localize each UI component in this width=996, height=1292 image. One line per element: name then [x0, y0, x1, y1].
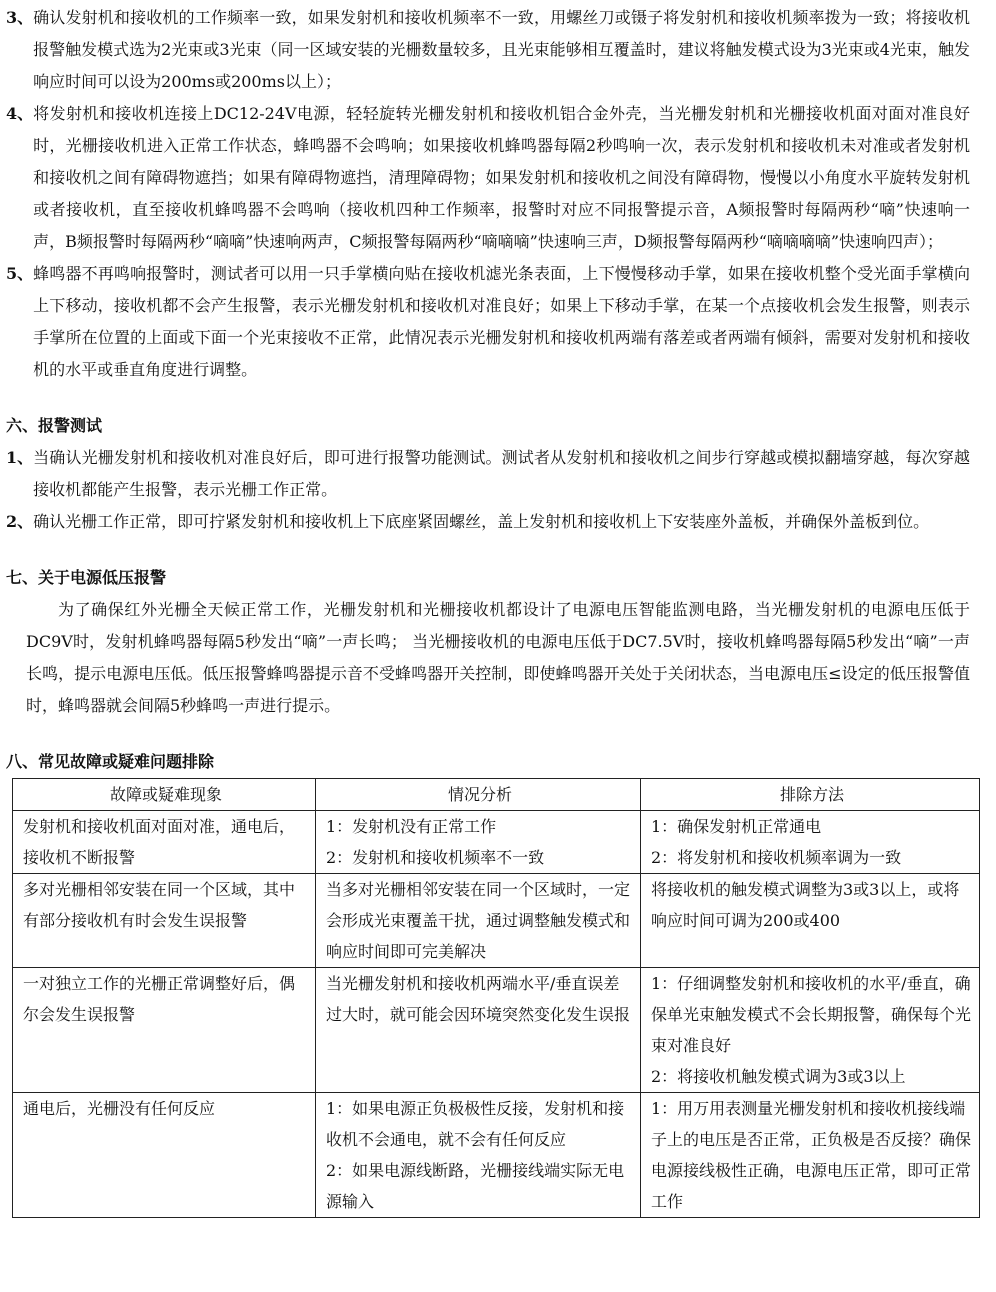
- step-number: 3、: [6, 8, 34, 27]
- section-6-item-2: [6, 506, 970, 538]
- table-row: [13, 1093, 980, 1218]
- analysis-cell: [316, 1093, 641, 1218]
- solution-line: 将接收机的触发模式调整为3或3以上，或将响应时间可调为200或400: [651, 880, 960, 930]
- step-number: 5、: [6, 264, 34, 283]
- symptom-cell: 发射机和接收机面对面对准，通电后，接收机不断报警: [13, 811, 316, 874]
- solution-cell: [641, 1093, 980, 1218]
- analysis-cell: [316, 874, 641, 968]
- analysis-line: 当光栅发射机和接收机两端水平/垂直误差过大时，就可能会因环境突然变化发生误报: [326, 974, 631, 1024]
- solution-line: 1：仔细调整发射机和接收机的水平/垂直，确保单光束触发模式不会长期报警，确保每个光束对准良好: [651, 974, 972, 1055]
- table-row: [13, 968, 980, 1093]
- step-3: [6, 2, 970, 98]
- analysis-line: 1：发射机没有正常工作: [326, 817, 497, 836]
- column-header: 排除方法: [641, 779, 980, 811]
- section-7-title: 七、关于电源低压报警: [6, 568, 167, 587]
- section-7-paragraph: 为了确保红外光栅全天候正常工作，光栅发射机和光栅接收机都设计了电源电压智能监测电路，当光栅发射机的电源电压低于DC9V时，发射机蜂鸣器每隔5秒发出“嘀”一声长鸣； 当光栅接收机的电源电压低于DC7.5V时，接收机蜂鸣器每隔5秒发出“嘀”一声长鸣，提示电源电压低。低压报警蜂鸣器提示音不受蜂鸣器开关控制，即使蜂鸣器开关处于关闭状态，当电源电压≤设定的低压报警值时，蜂鸣器就会间隔5秒蜂鸣一声进行提示。: [26, 600, 970, 715]
- analysis-line: 1：如果电源正负极极性反接，发射机和接收机不会通电，就不会有任何反应: [326, 1099, 625, 1149]
- analysis-line: 2：发射机和接收机频率不一致: [326, 848, 545, 867]
- analysis-cell: [316, 968, 641, 1093]
- section-6-item-1: [6, 442, 970, 506]
- section-8-title: 八、常见故障或疑难问题排除: [6, 752, 215, 771]
- item-text: 当确认光栅发射机和接收机对准良好后，即可进行报警功能测试。测试者从发射机和接收机之间步行穿越或模拟翻墙穿越，每次穿越接收机都能产生报警，表示光栅工作正常。: [33, 448, 970, 499]
- item-number: 1、: [6, 448, 34, 467]
- solution-line: 1：用万用表测量光栅发射机和接收机接线端子上的电压是否正常，正负极是否反接？确保电源接线极性正确，电源电压正常，即可正常工作: [651, 1099, 972, 1211]
- solution-line: 1：确保发射机正常通电: [651, 817, 822, 836]
- column-header: 故障或疑难现象: [13, 779, 316, 811]
- solution-cell: [641, 968, 980, 1093]
- section-6-title: 六、报警测试: [6, 416, 103, 435]
- symptom-cell: 多对光栅相邻安装在同一个区域，其中有部分接收机有时会发生误报警: [13, 874, 316, 968]
- solution-line: 2：将发射机和接收机频率调为一致: [651, 848, 902, 867]
- table-row: [13, 874, 980, 968]
- step-number: 4、: [6, 104, 34, 123]
- analysis-cell: [316, 811, 641, 874]
- step-text: 蜂鸣器不再鸣响报警时，测试者可以用一只手掌横向贴在接收机滤光条表面，上下慢慢移动手掌，如果在接收机整个受光面手掌横向上下移动，接收机都不会产生报警，表示光栅发射机和接收机对准良好；如果上下移动手掌，在某一个点接收机会发生报警，则表示手掌所在位置的上面或下面一个光束接收不正常，此情况表示光栅发射机和接收机两端有落差或者两端有倾斜，需要对发射机和接收机的水平或垂直角度进行调整。: [33, 264, 970, 379]
- symptom-cell: 通电后，光栅没有任何反应: [13, 1093, 316, 1218]
- troubleshooting-table: [12, 778, 980, 1218]
- step-5: [6, 258, 970, 386]
- table-row: [13, 811, 980, 874]
- analysis-line: 2：如果电源线断路，光栅接线端实际无电源输入: [326, 1161, 625, 1211]
- column-header: 情况分析: [316, 779, 641, 811]
- solution-line: 2：将接收机触发模式调为3或3以上: [651, 1067, 906, 1086]
- step-4: [6, 98, 970, 258]
- table-header-row: [13, 779, 980, 811]
- solution-cell: [641, 874, 980, 968]
- step-text: 确认发射机和接收机的工作频率一致，如果发射机和接收机频率不一致，用螺丝刀或镊子将发射机和接收机频率拨为一致；将接收机报警触发模式选为2光束或3光束（同一区域安装的光栅数量较多，且光束能够相互覆盖时，建议将触发模式设为3光束或4光束，触发响应时间可以设为200ms或200ms以上）；: [33, 8, 970, 91]
- analysis-line: 当多对光栅相邻安装在同一个区域时，一定会形成光束覆盖干扰，通过调整触发模式和响应时间即可完美解决: [326, 880, 631, 961]
- item-text: 确认光栅工作正常，即可拧紧发射机和接收机上下底座紧固螺丝，盖上发射机和接收机上下安装座外盖板，并确保外盖板到位。: [33, 512, 930, 531]
- solution-cell: [641, 811, 980, 874]
- step-text: 将发射机和接收机连接上DC12-24V电源，轻轻旋转光栅发射机和接收机铝合金外壳，当光栅发射机和光栅接收机面对面对准良好时，光栅接收机进入正常工作状态，蜂鸣器不会鸣响；如果接收机蜂鸣器每隔2秒鸣响一次，表示发射机和接收机未对准或者发射机和接收机之间有障碍物遮挡；如果有障碍物遮挡，清理障碍物；如果发射机和接收机之间没有障碍物，慢慢以小角度水平旋转发射机或者接收机，直至接收机蜂鸣器不会鸣响（接收机四种工作频率，报警时对应不同报警提示音，A频报警时每隔两秒“嘀”快速响一声，B频报警时每隔两秒“嘀嘀”快速响两声，C频报警每隔两秒“嘀嘀嘀”快速响三声，D频报警每隔两秒“嘀嘀嘀嘀”快速响四声）；: [33, 104, 970, 251]
- item-number: 2、: [6, 512, 34, 531]
- symptom-cell: 一对独立工作的光栅正常调整好后，偶尔会发生误报警: [13, 968, 316, 1093]
